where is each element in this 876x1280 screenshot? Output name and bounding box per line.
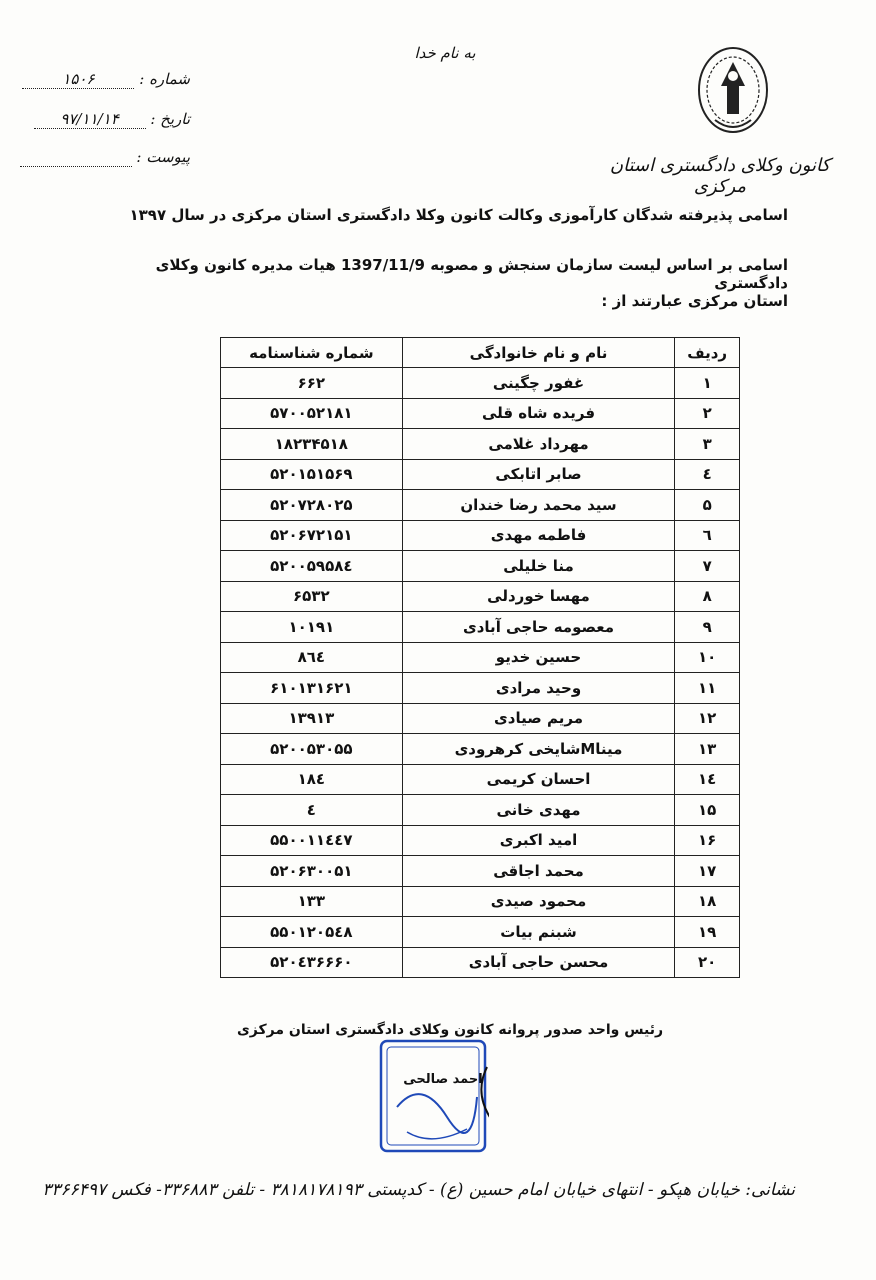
cell-full-name: مهسا خوردلی: [402, 581, 675, 612]
letter-date-label: تاریخ :: [150, 110, 190, 128]
cell-id-number: ۵۲۰۶۷۲۱۵۱: [221, 520, 403, 551]
cell-id-number: ۱۰۱۹۱: [221, 612, 403, 643]
letter-date: [34, 110, 190, 129]
table-header-row: [221, 338, 740, 368]
cell-row-number: ۱۸: [675, 886, 740, 917]
cell-full-name: مریم صیادی: [402, 703, 675, 734]
cell-id-number: ۱۳۳: [221, 886, 403, 917]
table-row: [221, 642, 740, 673]
cell-full-name: احسان کریمی: [402, 764, 675, 795]
cell-id-number: ۵۲۰۶۳۰۰۵۱: [221, 856, 403, 887]
cell-row-number: ۱۵: [675, 795, 740, 826]
cell-id-number: ۵۲۰۰۵۳۰۵۵: [221, 734, 403, 765]
col-header-id-number: شماره شناسنامه: [221, 338, 403, 368]
cell-id-number: ۵۲۰۱۵۱۵۶۹: [221, 459, 403, 490]
cell-id-number: ۶۱۰۱۳۱۶۲۱: [221, 673, 403, 704]
cell-row-number: ۱۰: [675, 642, 740, 673]
cell-full-name: مهرداد غلامی: [402, 429, 675, 460]
intro-line-2: اسامی بر اساس لیست سازمان سنجش و مصوبه 1397/11/9 هیات مدیره کانون وکلای دادگستری: [155, 256, 788, 292]
cell-full-name: فریده شاه قلی: [402, 398, 675, 429]
cell-row-number: ۳: [675, 429, 740, 460]
cell-id-number: ۵۵۰۱۲۰۵٤۸: [221, 917, 403, 948]
cell-full-name: امید اکبری: [402, 825, 675, 856]
cell-id-number: ۵۵۰۰۱۱٤٤۷: [221, 825, 403, 856]
cell-full-name: غفور چگینی: [402, 368, 675, 399]
cell-full-name: وحید مرادی: [402, 673, 675, 704]
table-row: [221, 612, 740, 643]
cell-id-number: ۵۲۰۰۵۹۵۸٤: [221, 551, 403, 582]
letter-attachment: [20, 148, 190, 167]
cell-full-name: میناMشایخی کرهرودی: [402, 734, 675, 765]
cell-row-number: ۱۶: [675, 825, 740, 856]
cell-full-name: سید محمد رضا خندان: [402, 490, 675, 521]
cell-id-number: ۶۶۲: [221, 368, 403, 399]
cell-id-number: ۱۸٤: [221, 764, 403, 795]
cell-id-number: ۵۲۰۷۲۸۰۲۵: [221, 490, 403, 521]
letter-date-value: ۹۷/۱۱/۱۴: [34, 110, 146, 129]
cell-row-number: ٦: [675, 520, 740, 551]
cell-full-name: معصومه حاجی آبادی: [402, 612, 675, 643]
table-row: [221, 917, 740, 948]
cell-full-name: محسن حاجی آبادی: [402, 947, 675, 978]
intro-line-1: اسامی پذیرفته شدگان کارآموزی وکالت کانون وکلا دادگستری استان مرکزی در سال ۱۳۹۷: [129, 206, 788, 224]
cell-row-number: ۲۰: [675, 947, 740, 978]
cell-id-number: ۱۳۹۱۳: [221, 703, 403, 734]
table-row: [221, 703, 740, 734]
cell-full-name: محمود صیدی: [402, 886, 675, 917]
table-row: [221, 459, 740, 490]
letter-number: [22, 70, 190, 89]
cell-full-name: فاطمه مهدی: [402, 520, 675, 551]
cell-full-name: شبنم بیات: [402, 917, 675, 948]
cell-row-number: ٤: [675, 459, 740, 490]
cell-row-number: ۷: [675, 551, 740, 582]
cell-row-number: ۱٤: [675, 764, 740, 795]
letter-attachment-value: [20, 148, 132, 167]
table-row: [221, 886, 740, 917]
table-row: [221, 947, 740, 978]
cell-id-number: ۱۸۲۳۴۵۱۸: [221, 429, 403, 460]
table-row: [221, 734, 740, 765]
table-row: [221, 856, 740, 887]
cell-row-number: ۱۲: [675, 703, 740, 734]
footer-address: نشانی: خیابان هپکو - انتهای خیابان امام حسین (ع) - کدپستی ۳۸۱۸۱۷۸۱۹۳ - تلفن ۳۳۶۸۸۳- فکس ۳۳۶۶۴۹۷: [42, 1180, 795, 1200]
cell-row-number: ۱۳: [675, 734, 740, 765]
signatory-name: احمد صالحی: [403, 1072, 483, 1087]
cell-id-number: ۶۵۳۲: [221, 581, 403, 612]
cell-id-number: ۵۲۰٤۳۶۶۶۰: [221, 947, 403, 978]
cell-row-number: ۸: [675, 581, 740, 612]
bar-association-emblem: [693, 42, 773, 142]
cell-id-number: ۵۷۰۰۵۲۱۸۱: [221, 398, 403, 429]
cell-full-name: مهدی خانی: [402, 795, 675, 826]
table-row: [221, 520, 740, 551]
table-row: [221, 490, 740, 521]
letter-number-value: ۱۵۰۶: [22, 70, 134, 89]
table-row: [221, 764, 740, 795]
table-row: [221, 398, 740, 429]
table-row: [221, 429, 740, 460]
cell-id-number: ٤: [221, 795, 403, 826]
cell-row-number: ۹: [675, 612, 740, 643]
col-header-full-name: نام و نام خانوادگی: [402, 338, 675, 368]
table-row: [221, 825, 740, 856]
official-stamp: [377, 1037, 489, 1155]
cell-full-name: منا خلیلی: [402, 551, 675, 582]
table-row: [221, 581, 740, 612]
letter-number-label: شماره :: [139, 70, 190, 88]
organization-name: کانون وکلای دادگستری استان مرکزی: [609, 155, 831, 197]
table-row: [221, 673, 740, 704]
accepted-interns-table: [220, 337, 740, 978]
table-row: [221, 368, 740, 399]
intro-line-3: استان مرکزی عبارتند از :: [601, 292, 788, 310]
cell-row-number: ۱: [675, 368, 740, 399]
cell-row-number: ۵: [675, 490, 740, 521]
cell-row-number: ۱۱: [675, 673, 740, 704]
table-row: [221, 551, 740, 582]
cell-row-number: ۱۹: [675, 917, 740, 948]
signatory-title: رئیس واحد صدور پروانه کانون وکلای دادگستری استان مرکزی: [236, 1022, 664, 1038]
cell-row-number: ۱۷: [675, 856, 740, 887]
bismillah-heading: به نام خدا: [414, 44, 476, 62]
col-header-row-number: ردیف: [675, 338, 740, 368]
cell-full-name: محمد اجاقی: [402, 856, 675, 887]
table-row: [221, 795, 740, 826]
cell-row-number: ۲: [675, 398, 740, 429]
cell-id-number: ۸٦٤: [221, 642, 403, 673]
cell-full-name: صابر اتابکی: [402, 459, 675, 490]
letter-attachment-label: پیوست :: [136, 148, 190, 166]
cell-full-name: حسین خدیو: [402, 642, 675, 673]
